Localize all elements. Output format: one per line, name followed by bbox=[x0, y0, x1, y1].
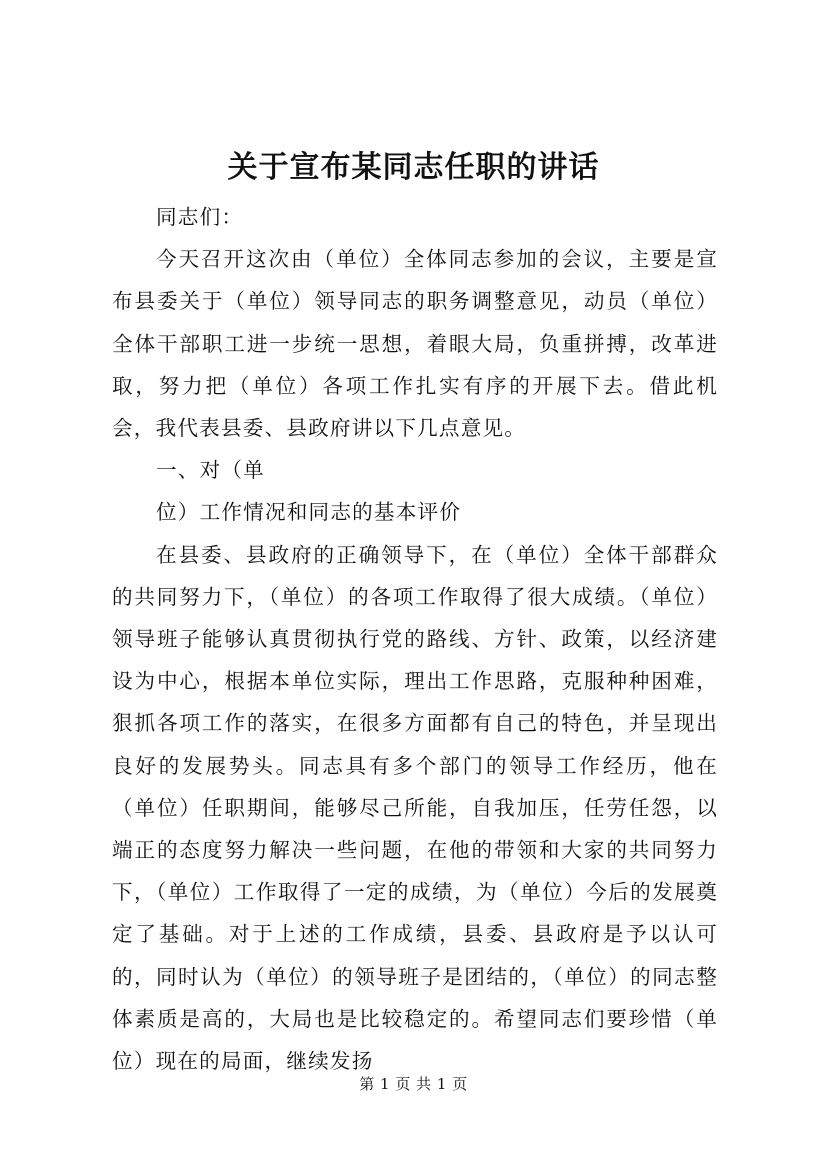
page-footer: 第 1 页 共 1 页 bbox=[359, 1075, 468, 1093]
salutation: 同志们： bbox=[156, 205, 244, 229]
evaluation-paragraph: 在县委、县政府的正确领导下，在（单位）全体干部群众的共同努力下，（单位）的各项工作取得了很大成绩。（单位）领导班子能够认真贯彻执行党的路线、方针、政策，以经济建设为中心，根据本单位实际，理出工作思路，克服种种困难，狠抓各项工作的落实，在很多方面都有自己的特色，并呈现出良好的发展势头。同志具有多个部门的领导工作经历，他在（单位）任职期间，能够尽己所能，自我加压，任劳任怨，以端正的态度努力解决一些问题，在他的带领和大家的共同努力下，（单位）工作取得了一定的成绩，为（单位）今后的发展奠定了基础。对于上述的工作成绩，县委、县政府是予以认可的，同时认为（单位）的领导班子是团结的，（单位）的同志整体素质是高的，大局也是比较稳定的。希望同志们要珍惜（单位）现在的局面，继续发扬 bbox=[112, 542, 718, 1074]
section-heading-part-1: 一、对（单 bbox=[156, 458, 265, 483]
document-title: 关于宣布某同志任职的讲话 bbox=[227, 150, 600, 185]
section-heading-part-2: 位）工作情况和同志的基本评价 bbox=[156, 500, 462, 525]
intro-paragraph: 今天召开这次由（单位）全体同志参加的会议，主要是宣布县委关于（单位）领导同志的职务调整意见，动员（单位）全体干部职工进一步统一思想，着眼大局，负重拼搏，改革进取，努力把（单位）各项工作扎实有序的开展下去。借此机会，我代表县委、县政府讲以下几点意见。 bbox=[112, 247, 718, 441]
document-body bbox=[112, 196, 718, 1082]
